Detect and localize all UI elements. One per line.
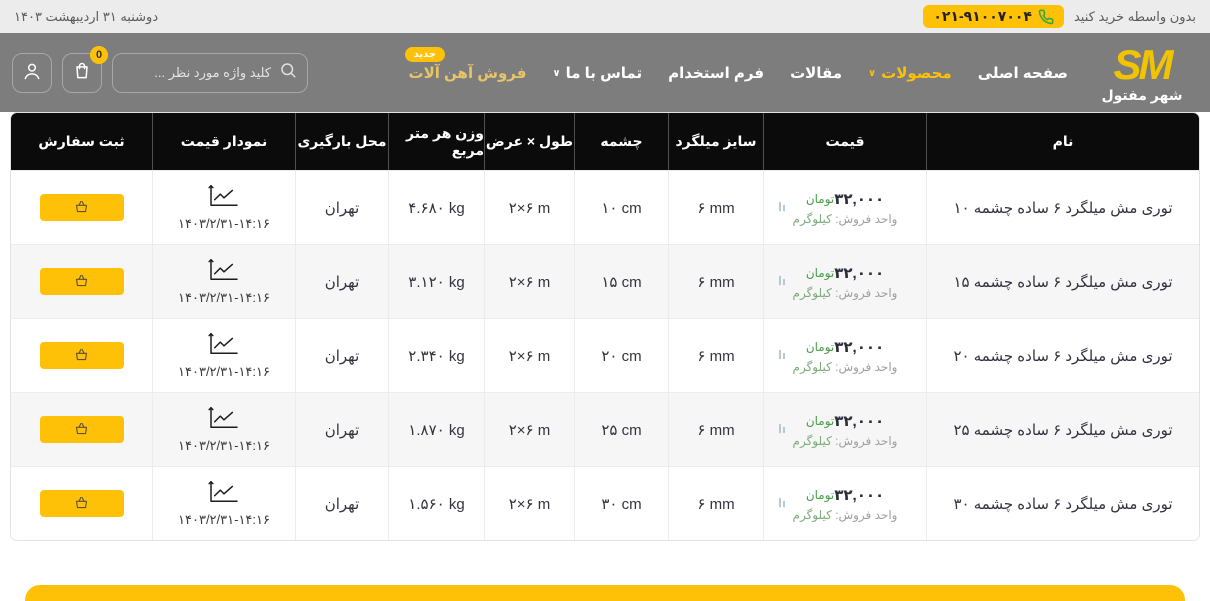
price-history-icon[interactable] xyxy=(776,421,788,438)
product-name[interactable]: توری مش میلگرد ۶ ساده چشمه ۲۰ xyxy=(926,319,1199,392)
price-table xyxy=(10,112,1200,541)
basket-icon xyxy=(74,347,89,365)
nav-item-employment[interactable]: فرم استخدام xyxy=(668,64,765,82)
loading-location: تهران xyxy=(295,393,388,466)
price-chart-cell xyxy=(152,467,295,540)
rebar-size: ۶ mm xyxy=(668,171,763,244)
basket-icon xyxy=(74,273,89,291)
phone-badge[interactable] xyxy=(923,5,1064,28)
price-value: ۳۲,۰۰۰ xyxy=(834,338,885,356)
product-name[interactable]: توری مش میلگرد ۶ ساده چشمه ۱۰ xyxy=(926,171,1199,244)
phone-icon xyxy=(1038,9,1054,25)
loading-location: تهران xyxy=(295,245,388,318)
phone-number: ۰۲۱-۹۱۰۰۷۰۰۴ xyxy=(933,8,1032,24)
price-history-icon[interactable] xyxy=(776,199,788,216)
dimensions: ۲×۶ m xyxy=(484,467,574,540)
currency-label: تومان xyxy=(805,339,835,354)
rebar-size: ۶ mm xyxy=(668,319,763,392)
price-chart-cell xyxy=(152,319,295,392)
bottom-banner xyxy=(25,585,1185,601)
col-header-order: ثبت سفارش xyxy=(38,133,125,149)
new-badge: جدید xyxy=(405,47,446,62)
order-cell xyxy=(11,319,152,392)
col-header-location: محل بارگیری xyxy=(295,113,388,170)
cart-icon xyxy=(72,61,92,84)
weight: ۱.۵۶۰ kg xyxy=(388,467,484,540)
mesh-size: ۱۵ cm xyxy=(574,245,668,318)
table-row xyxy=(11,244,1199,318)
price-history-icon[interactable] xyxy=(776,347,788,364)
basket-icon xyxy=(74,495,89,513)
price-history-icon[interactable] xyxy=(776,273,788,290)
nav-item-articles[interactable]: مقالات xyxy=(790,64,843,82)
order-cell xyxy=(11,467,152,540)
price-value: ۳۲,۰۰۰ xyxy=(834,486,885,504)
product-name[interactable]: توری مش میلگرد ۶ ساده چشمه ۲۵ xyxy=(926,393,1199,466)
price-cell xyxy=(763,467,926,540)
price-chart-cell xyxy=(152,171,295,244)
product-name[interactable]: توری مش میلگرد ۶ ساده چشمه ۳۰ xyxy=(926,467,1199,540)
price-cell xyxy=(763,171,926,244)
order-cell xyxy=(11,245,152,318)
table-row xyxy=(11,318,1199,392)
col-header-mesh: چشمه xyxy=(574,113,668,170)
order-button[interactable] xyxy=(40,342,124,369)
nav-item-home[interactable]: صفحه اصلی xyxy=(977,64,1068,82)
search-input[interactable] xyxy=(95,65,271,80)
line-chart-icon[interactable] xyxy=(207,183,241,213)
chart-date: ۱۴۰۳/۲/۳۱-۱۴:۱۶ xyxy=(178,216,270,231)
mesh-size: ۳۰ cm xyxy=(574,467,668,540)
col-header-price-chart: نمودار قیمت xyxy=(152,113,295,170)
rebar-size: ۶ mm xyxy=(668,393,763,466)
dimensions: ۲×۶ m xyxy=(484,393,574,466)
line-chart-icon[interactable] xyxy=(207,257,241,287)
chart-date: ۱۴۰۳/۲/۳۱-۱۴:۱۶ xyxy=(178,364,270,379)
main-nav xyxy=(408,48,1069,82)
cart-button[interactable] xyxy=(62,48,103,93)
order-button[interactable] xyxy=(40,194,124,221)
order-button[interactable] xyxy=(40,490,124,517)
table-row xyxy=(11,466,1199,540)
site-logo[interactable] xyxy=(1086,40,1198,103)
sale-unit: واحد فروش: کیلوگرم xyxy=(792,433,898,448)
col-header-weight: وزن هر متر مربع xyxy=(388,113,484,170)
price-cell xyxy=(763,393,926,466)
line-chart-icon[interactable] xyxy=(207,479,241,509)
chevron-down-icon: ∨ xyxy=(868,68,877,79)
chart-date: ۱۴۰۳/۲/۳۱-۱۴:۱۶ xyxy=(178,290,270,305)
mesh-size: ۲۵ cm xyxy=(574,393,668,466)
order-cell xyxy=(11,393,152,466)
price-chart-cell xyxy=(152,245,295,318)
search-box xyxy=(112,53,308,93)
product-name[interactable]: توری مش میلگرد ۶ ساده چشمه ۱۵ xyxy=(926,245,1199,318)
price-value: ۳۲,۰۰۰ xyxy=(834,264,885,282)
price-history-icon[interactable] xyxy=(776,495,788,512)
nav-item-products[interactable]: محصولات ∨ xyxy=(868,64,952,82)
sale-unit: واحد فروش: کیلوگرم xyxy=(792,285,898,300)
currency-label: تومان xyxy=(805,191,835,206)
sale-unit: واحد فروش: کیلوگرم xyxy=(792,359,898,374)
sale-unit: واحد فروش: کیلوگرم xyxy=(792,507,898,522)
current-date: دوشنبه ۳۱ اردیبهشت ۱۴۰۳ xyxy=(14,8,159,24)
logo-mark: SM xyxy=(1113,40,1171,88)
basket-icon xyxy=(74,421,89,439)
col-header-name: نام xyxy=(926,113,1199,170)
price-cell xyxy=(763,245,926,318)
loading-location: تهران xyxy=(295,171,388,244)
top-bar xyxy=(0,0,1210,33)
price-value: ۳۲,۰۰۰ xyxy=(834,412,885,430)
chart-date: ۱۴۰۳/۲/۳۱-۱۴:۱۶ xyxy=(178,512,270,527)
col-header-dimensions: طول × عرض xyxy=(484,113,574,170)
basket-icon xyxy=(74,199,89,217)
rebar-size: ۶ mm xyxy=(668,245,763,318)
price-cell xyxy=(763,319,926,392)
user-button[interactable] xyxy=(12,53,52,93)
currency-label: تومان xyxy=(805,487,835,502)
user-icon xyxy=(22,61,42,84)
chevron-down-icon: ∨ xyxy=(552,68,561,79)
nav-item-contact[interactable]: تماس با ما ∨ xyxy=(552,64,643,82)
main-header xyxy=(0,33,1210,112)
currency-label: تومان xyxy=(805,265,835,280)
mesh-size: ۱۰ cm xyxy=(574,171,668,244)
search-icon xyxy=(279,61,297,84)
price-chart-cell xyxy=(152,393,295,466)
dimensions: ۲×۶ m xyxy=(484,171,574,244)
table-header-row xyxy=(11,113,1199,170)
order-button[interactable] xyxy=(40,268,124,295)
nav-item-iron-sale[interactable]: جدید فروش آهن آلات xyxy=(409,64,527,82)
sale-unit: واحد فروش: کیلوگرم xyxy=(792,211,898,226)
rebar-size: ۶ mm xyxy=(668,467,763,540)
table-row xyxy=(11,392,1199,466)
table-row xyxy=(11,170,1199,244)
mesh-size: ۲۰ cm xyxy=(574,319,668,392)
col-header-price: قیمت xyxy=(763,113,926,170)
weight: ۱.۸۷۰ kg xyxy=(388,393,484,466)
order-cell xyxy=(11,171,152,244)
line-chart-icon[interactable] xyxy=(207,331,241,361)
chart-date: ۱۴۰۳/۲/۳۱-۱۴:۱۶ xyxy=(178,438,270,453)
currency-label: تومان xyxy=(805,413,835,428)
cart-count-badge: 0 xyxy=(90,46,108,64)
weight: ۲.۳۴۰ kg xyxy=(388,319,484,392)
order-button[interactable] xyxy=(40,416,124,443)
price-value: ۳۲,۰۰۰ xyxy=(834,190,885,208)
loading-location: تهران xyxy=(295,319,388,392)
dimensions: ۲×۶ m xyxy=(484,319,574,392)
col-header-rebar-size: سایز میلگرد xyxy=(668,113,763,170)
logo-title: شهر مفتول xyxy=(1101,86,1183,103)
weight: ۴.۶۸۰ kg xyxy=(388,171,484,244)
line-chart-icon[interactable] xyxy=(207,405,241,435)
cta-text: بدون واسطه خرید کنید xyxy=(1073,8,1196,24)
loading-location: تهران xyxy=(295,467,388,540)
weight: ۳.۱۲۰ kg xyxy=(388,245,484,318)
dimensions: ۲×۶ m xyxy=(484,245,574,318)
